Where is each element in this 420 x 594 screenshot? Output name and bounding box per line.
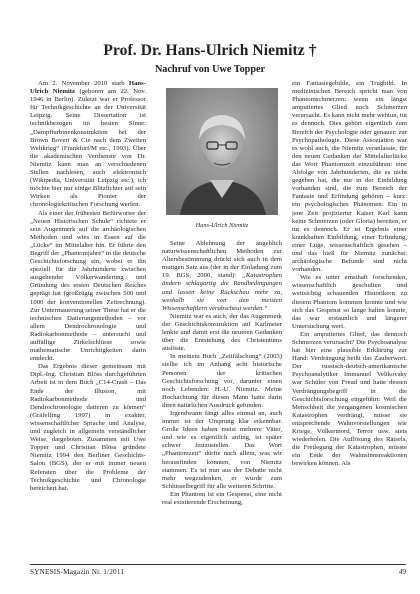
paragraph: Ein Phantom ist ein Gespenst, eine nicht real existierende Erscheinung, (162, 490, 282, 506)
paragraph (162, 240, 282, 313)
photo-caption: Hans-Ulrich Niemitz (195, 222, 249, 229)
article-subtitle: Nachruf von Uwe Topper (154, 64, 266, 75)
paragraph: Niemitz war es auch, der das Augenmerk der Geschichtskonstruktion auf Karlmeier lenkte und damit erst die neueren Gedanken über die Entstehung des Christentums auslöste. (162, 312, 282, 353)
middle-column-text (162, 240, 282, 507)
right-column (292, 80, 407, 558)
paragraph: Ein amputiertes Glied, das dennoch Schmerzen verursacht? Die Psychoanalyse hat hier eine plausible Erklärung zur Hand: Verdrängung heißt das Zauberwort. Der russisch-deutsch-amerikanische Psychoanalytiker Immanuel Velikovsky war Schüler von Freud und hatte dessen Verdrängungsbegriff in die Geschichtsforschung eingeführt: Weil die Menschheit die vergangenen kosmischen Katastrophen verdrängt, müsse sie entsprechende Wahnvorstellungen wie Kriege, Völkermord, Terror usw. stets wiederholen. Die Auflösung des Rätsels, die Freilegung der Katastrophen, müsste ein Ende der Wahnsinnsreaktionen bewirken können. Als (292, 330, 407, 468)
paragraph: In meinem Buch „Zeitfälschung“ (2003) stellte ich im Anhang acht historische Personen der kritischen Geschichtsforschung vor, darunter einen noch Lebenden: H.-U. Niemitz. Meine Hochachtung für diesen Mann hatte darin ihren natürlichen Ausdruck gefunden. (162, 353, 282, 409)
paragraph-text: Seine Ablehnung der angeblich naturwissenschaftlichen Methoden zur Altersbestimmung drückt sich auch in dem mutigen Satz aus (der in der Einladung zum 19. BGS, 2000, stand): (162, 240, 282, 280)
person-name: Hans-Ulrich Niemitz (30, 80, 146, 96)
paragraph-text: (geboren am 22. Nov. 1946 in Berlin). Zuletzt war er Professor für Technikgeschichte an der Universität Leipzig. Seine Dissertation ist technikbezogen im besten Sinne: „Dampfturbinenkonstruktion bei der Brown Boveri & Cie nach dem Zweiten Weltkrieg“ (Frankfurt/M etc., 1993). Über die akademischen Verdienste von Dr. Niemitz kann man an verschiedenen Stellen nachlesen, auch elektronisch (Wikipedia, Universität Leipzig etc.), ich möchte hier nur einige Blitzlichter auf sein Wirken als Pionier der chronologiekritischen Forschung werfen. (30, 88, 146, 209)
article-title: Prof. Dr. Hans-Ulrich Niemitz † (103, 42, 317, 59)
paragraph: ein Fantasiegebilde, ein Trugbild. In medizinischen Bereich spricht man von Phantomschmerzen: wenn ein längst amputiertes Glied noch Schmerzen verursacht. Es kann nicht mehr wehtun, tut es dennoch. Dies gehört eigentlich zum Bereich der Psychologie oder genauer: zur Psychopathologie. Diese Assoziation war es wohl auch, die Niemitz veranlasste, für den neuen Gedanken der Mittelalterlücke das Wort Phantomzeit einzuführen: eine Abfolge von Jahrhunderten, die es nicht gegeben hat, die nur in der Einbildung vorhanden sind, die zum Bereich der Fantasie und Erfindung gehören – kurz: ein psychologisches Phänomen. Ein in jene Zeit projizierter Kaiser Karl kann keine Schmerzen (oder Gloria) bereiten, er tut es dennoch. Er ist Ergebnis einer krankhaften Einbildung, einer Erfindung, einer Lüge, wissenschaftlich gesehen – und das hieß für Niemitz zunächst: archäologische Befunde sind nicht vorhanden. (292, 80, 407, 274)
footer-publication: SYNESIS-Magazin Nr. 1/2011 (30, 568, 125, 576)
quote: „Katastrophen ändern schlagartig die Randbedingungen und lassen keine Rückschau mehr zu, weshalb sie von den meisten Wissenschaftlern verabscheut werden.“ (162, 272, 282, 312)
paragraph: Irgendwann fängt alles einmal an, auch immer ist der Ursprung klar erkennbar. Große Ideen haben meist mehrere Väter, und wie es eigentlich anfing, ist später schwer festzustellen. Das Wort „Phantomzeit“ dürfte nach allem, was wir herausfinden konnten, von Niemitz stammen. Es ist nun aus der Debatte nicht mehr wegzudenken, er wurde zum Schlüsselbegriff für alle weiteren Schritte. (162, 409, 282, 490)
paragraph (30, 80, 146, 210)
page-number: 49 (398, 568, 406, 576)
portrait-photo (166, 88, 278, 215)
paragraph: Das Ergebnis dieser gemeinsam mit Dipl.-Ing. Christian Blöss durchgeführten Arbeit ist in dem Buch „C14-Crash – Das Ende der Illusion, mit Radiokarbonmethode und Dendrochronologie datieren zu können“ (Gräfelfing 1997) in exakter, wissenschaftlicher Sprache und Analyse, und zugleich in allgemein verständlicher Weise, dargeboten. Zusammen mit Uwe Topper und Christian Blöss gründete Niemitz 1994 den Berliner Geschichts-Salon (BGS), der er mit immer neuen Referaten über die Probleme der Technikgeschichte und Chronologie bereichert hat. (30, 363, 146, 492)
footer-divider (30, 564, 406, 565)
middle-column (162, 80, 282, 558)
paragraph-lead: Am 2. November 2010 starb (38, 80, 125, 87)
paragraph: Wie es unter ernsthaft forschenden, wissenschaftlich geschulten und weitsichtig schauenden Historikern zu diesem Phantom kommen konnte und wie sich das Gespenst so lange halten konnte, das war erstaunlich und längerer Untersuchung wert. (292, 274, 407, 330)
portrait-image (166, 88, 278, 215)
paragraph: Als einer der frühesten Befürworter der „Neuen Historischen Schule“ richtete er sein Augenmerk auf die archäologischen Methoden und wies in Essen auf die „Lücke“ im Mittelalter hin. Er führte den Begriff der „Phantomjahre“ in die deutsche Geschichtsforschung ein, wobei er ihn speziell für die Jahrhunderte zwischen ausgehender Völkerwanderung und Gründung des ersten Deutschen Reiches geprägt hat (großzügig zwischen 500 und 1000 der konventionellen Zeitrechnung). Zur Untermauerung seiner These hat er die technischen Datierungsmethoden – vor allem Dendrochronologie und Radiokarbonmethode – untersucht und auffällige Zirkelschlüsse sowie mathematische Unrichtigkeiten darin entdeckt. (30, 209, 146, 363)
left-column (30, 80, 146, 558)
